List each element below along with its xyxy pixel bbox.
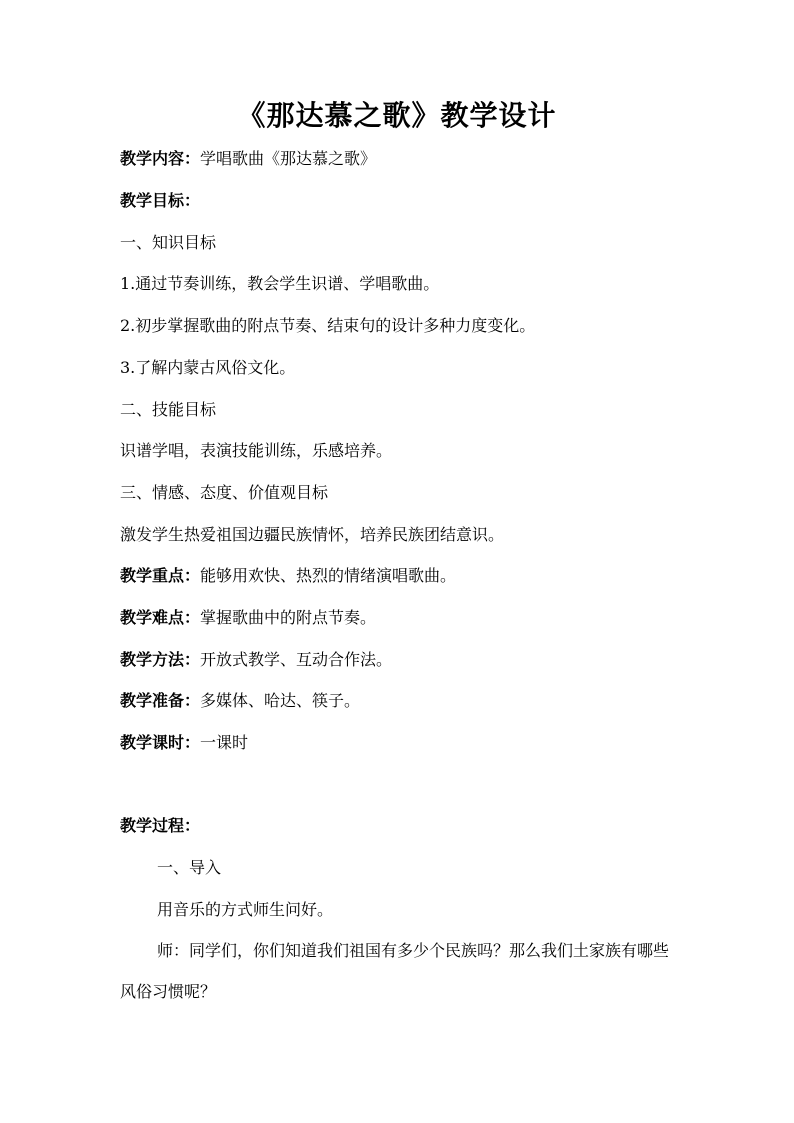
teaching-content-text: 学唱歌曲《那达慕之歌》 <box>200 149 377 168</box>
difficulty <box>120 606 376 630</box>
teaching-periods-label: 教学课时： <box>120 733 201 752</box>
teaching-content-label: 教学内容： <box>120 149 201 168</box>
teaching-preparation <box>120 689 360 713</box>
knowledge-item-3: 3.了解内蒙古风俗文化。 <box>120 358 296 377</box>
skill-goals-text: 识谱学唱，表演技能训练，乐感培养。 <box>120 441 393 460</box>
knowledge-goals-heading: 一、知识目标 <box>120 233 217 252</box>
teaching-method-text: 开放式教学、互动合作法。 <box>200 650 393 669</box>
document-title: 《那达慕之歌》教学设计 <box>237 99 557 132</box>
difficulty-label: 教学难点： <box>120 608 201 627</box>
skill-goals-heading: 二、技能目标 <box>120 400 217 419</box>
teaching-goals-heading <box>120 189 200 213</box>
teaching-method-label: 教学方法： <box>120 650 201 669</box>
teaching-process-label: 教学过程： <box>120 816 201 835</box>
teaching-method <box>120 648 392 672</box>
key-point-label: 教学重点： <box>120 566 201 585</box>
knowledge-item-2: 2.初步掌握歌曲的附点节奏、结束句的设计多种力度变化。 <box>120 316 536 335</box>
emotion-goals-text: 激发学生热爱祖国边疆民族情怀，培养民族团结意识。 <box>120 525 505 544</box>
emotion-goals-heading: 三、情感、态度、价值观目标 <box>120 483 329 502</box>
key-point-text: 能够用欢快、热烈的情绪演唱歌曲。 <box>200 566 457 585</box>
intro-heading: 一、导入 <box>157 858 222 877</box>
teaching-content <box>120 147 376 171</box>
difficulty-text: 掌握歌曲中的附点节奏。 <box>200 608 377 627</box>
teaching-periods <box>120 731 248 755</box>
teaching-periods-text: 一课时 <box>200 733 249 752</box>
teaching-preparation-text: 多媒体、哈达、筷子。 <box>200 691 361 710</box>
knowledge-item-1: 1.通过节奏训练，教会学生识谱、学唱歌曲。 <box>120 274 440 293</box>
teaching-process-heading <box>120 814 200 838</box>
key-point <box>120 564 456 588</box>
teaching-goals-label: 教学目标： <box>120 191 201 210</box>
intro-line: 用音乐的方式师生问好。 <box>157 900 334 919</box>
teacher-paragraph: 师：同学们，你们知道我们祖国有多少个民族吗？那么我们土家族有哪些风俗习惯呢？ <box>120 941 670 1001</box>
teaching-preparation-label: 教学准备： <box>120 691 201 710</box>
